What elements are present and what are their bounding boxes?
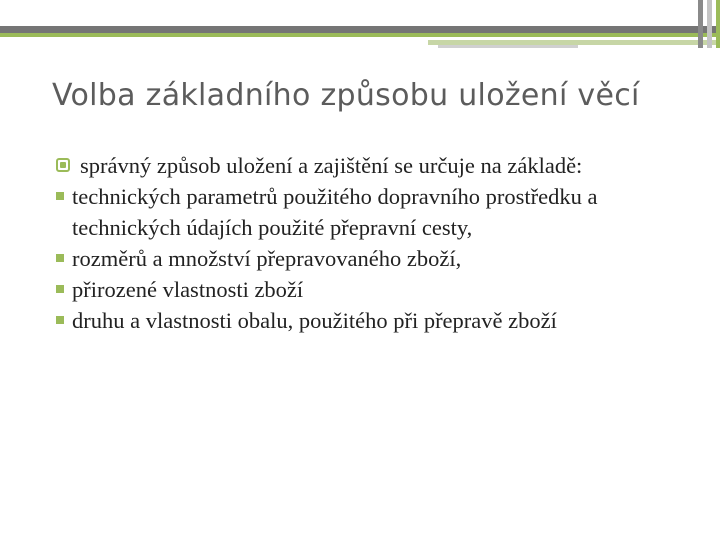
corner-bar: [698, 0, 703, 48]
bullet-text: technických parametrů použitého dopravního prostředku a technických údajích použité přepravní cesty,: [72, 184, 598, 240]
bullet-item: [56, 305, 696, 336]
square-bullet-icon: [56, 316, 64, 324]
square-bullet-icon: [56, 254, 64, 262]
bullet-item: [56, 181, 696, 243]
bullet-text: správný způsob uložení a zajištění se určuje na základě:: [80, 153, 583, 178]
slide-title: Volba základního způsobu uložení věcí: [52, 78, 640, 113]
bullet-item: [56, 150, 696, 181]
square-bullet-icon: [56, 285, 64, 293]
corner-decoration: [690, 0, 720, 48]
header-band-gray: [438, 45, 578, 48]
bullet-item: [56, 243, 696, 274]
hollow-square-bullet-icon: [56, 158, 70, 172]
bullet-text: druhu a vlastnosti obalu, použitého při přepravě zboží: [72, 308, 557, 333]
bullet-text: rozměrů a množství přepravovaného zboží,: [72, 246, 462, 271]
corner-bar: [707, 0, 712, 48]
header-band-green: [0, 33, 720, 37]
slide-content: [56, 150, 696, 336]
bullet-item: [56, 274, 696, 305]
corner-bar: [716, 0, 720, 48]
bullet-text: přirozené vlastnosti zboží: [72, 277, 304, 302]
header-band-dark: [0, 26, 720, 33]
square-bullet-icon: [56, 192, 64, 200]
